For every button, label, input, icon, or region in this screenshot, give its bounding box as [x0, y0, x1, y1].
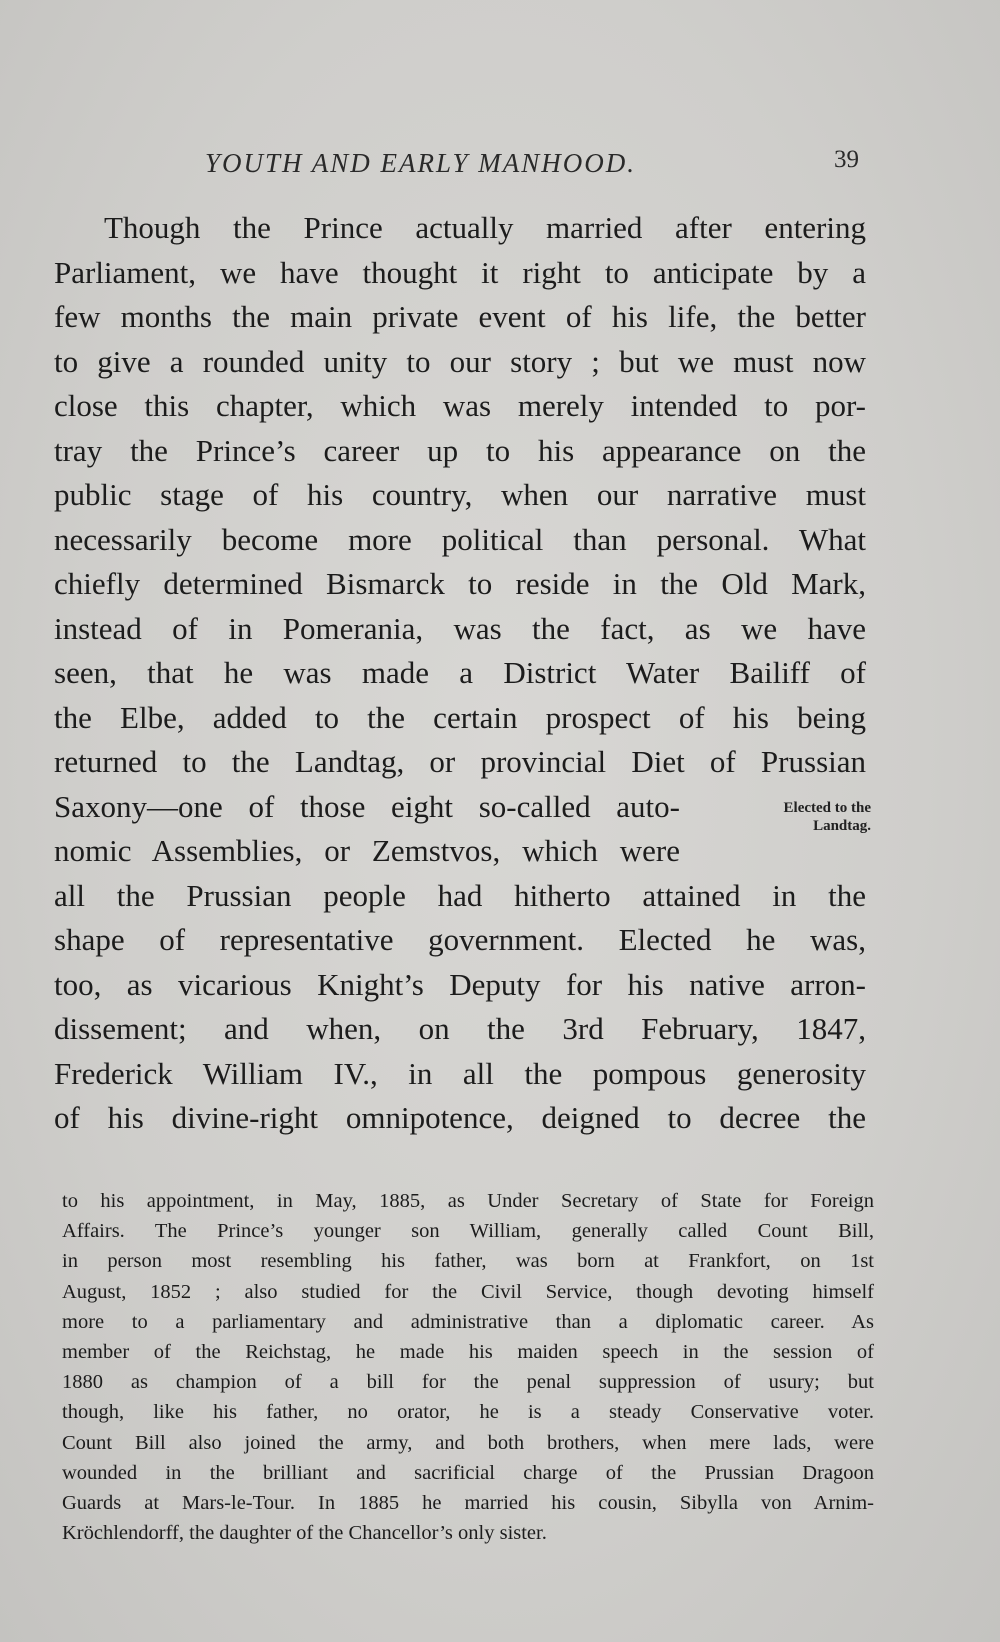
text-line: of his divine-right omnipotence, deigned to decree the [54, 1100, 866, 1135]
footnote-line: Affairs. The Prince’s younger son William, generally called Count Bill, [62, 1220, 874, 1243]
text-line: Frederick William IV., in all the pompous generosity [54, 1055, 866, 1091]
footnote-line: Kröchlendorff, the daughter of the Chancellor’s only sister. [62, 1522, 547, 1545]
footnote-line: Count Bill also joined the army, and both brothers, when mere lads, were [62, 1431, 874, 1454]
footnote-line: to his appointment, in May, 1885, as Under Secretary of State for Foreign [62, 1190, 874, 1212]
footnote-line: more to a parliamentary and administrative than a diplomatic career. As [62, 1310, 874, 1333]
running-title: YOUTH AND EARLY MANHOOD. [205, 148, 636, 178]
text-line: public stage of his country, when our narrative must [54, 477, 866, 512]
text-line: chiefly determined Bismarck to reside in the Old Mark, [54, 566, 866, 601]
page-number: 39 [834, 146, 859, 173]
text-line: returned to the Landtag, or provincial Diet of Prussian [54, 744, 866, 779]
footnote-line: member of the Reichstag, he made his maiden speech in the session of [62, 1340, 874, 1363]
text-line: Saxony—one of those eight so-called auto- [54, 788, 680, 824]
text-line: Though the Prince actually married after entering [104, 210, 866, 245]
text-line: few months the main private event of his life, the better [54, 299, 866, 334]
main-text-block [54, 206, 866, 1141]
marginal-note-line: Elected to the [783, 800, 871, 816]
marginal-note [726, 799, 871, 835]
text-line: dissement; and when, on the 3rd February, 1847, [54, 1011, 866, 1046]
text-line: the Elbe, added to the certain prospect of his being [54, 699, 866, 735]
text-line: necessarily become more political than personal. What [54, 521, 866, 557]
footnote-line: August, 1852 ; also studied for the Civil Service, though devoting himself [62, 1280, 874, 1303]
footnote-line: Guards at Mars-le-Tour. In 1885 he married his cousin, Sibylla von Arnim- [62, 1491, 874, 1514]
text-line: tray the Prince’s career up to his appearance on the [54, 432, 866, 468]
footnote-line: though, like his father, no orator, he is a steady Conservative voter. [62, 1401, 874, 1424]
text-line: Parliament, we have thought it right to anticipate by a [54, 254, 866, 290]
text-line: seen, that he was made a District Water Bailiff of [54, 655, 866, 690]
footnote-line: wounded in the brilliant and sacrificial charge of the Prussian Dragoon [62, 1461, 874, 1484]
text-line: shape of representative government. Elected he was, [54, 922, 866, 957]
text-line: instead of in Pomerania, was the fact, as we have [54, 610, 866, 646]
text-line: to give a rounded unity to our story ; but we must now [54, 343, 866, 379]
marginal-note-line: Landtag. [813, 818, 871, 834]
text-line: nomic Assemblies, or Zemstvos, which were [54, 833, 680, 868]
text-line: all the Prussian people had hitherto attained in the [54, 877, 866, 913]
footnote-line: in person most resembling his father, was born at Frankfort, on 1st [62, 1250, 874, 1273]
text-line: close this chapter, which was merely intended to por- [54, 388, 866, 423]
footnote-line: 1880 as champion of a bill for the penal suppression of usury; but [62, 1371, 874, 1394]
text-line: too, as vicarious Knight’s Deputy for his native arron- [54, 966, 866, 1002]
footnote-block [62, 1186, 874, 1548]
